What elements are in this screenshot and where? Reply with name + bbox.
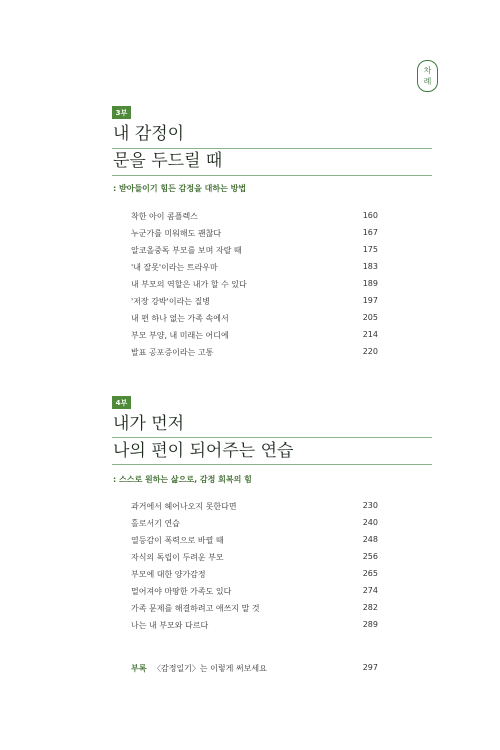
part-3-title-rule-2 <box>112 175 432 176</box>
toc-entry[interactable] <box>131 501 378 517</box>
entry-page: 265 <box>362 569 378 578</box>
part-4-tag: 4부 <box>112 396 131 409</box>
appendix-page: 297 <box>362 663 378 672</box>
toc-badge <box>417 60 438 92</box>
entry-title: '저장 강박'이라는 질병 <box>131 297 211 306</box>
toc-entry[interactable] <box>131 535 378 551</box>
toc-entry[interactable] <box>131 279 378 295</box>
toc-entry[interactable] <box>131 586 378 602</box>
toc-entry[interactable] <box>131 347 378 363</box>
entry-title: 발표 공포증이라는 고통 <box>131 348 214 357</box>
toc-label: 차례 <box>423 66 432 86</box>
toc-entry[interactable] <box>131 245 378 261</box>
toc-entry[interactable] <box>131 228 378 244</box>
appendix-label: 부록 <box>131 664 147 673</box>
entry-title: 열등감이 폭력으로 바뀔 때 <box>131 536 224 545</box>
entry-title: 내 편 하나 없는 가족 속에서 <box>131 314 229 323</box>
part-3-subtitle: : 받아들이기 힘든 감정을 대하는 방법 <box>113 184 247 193</box>
part-4-subtitle: : 스스로 원하는 삶으로, 감정 회복의 힘 <box>113 475 252 484</box>
entry-page: 167 <box>362 228 378 237</box>
toc-entry[interactable] <box>131 262 378 278</box>
entry-page: 220 <box>362 347 378 356</box>
entry-page: 248 <box>362 535 378 544</box>
part-3-title-line1: 내 감정이 <box>113 124 185 144</box>
entry-page: 230 <box>362 501 378 510</box>
toc-entry[interactable] <box>131 313 378 329</box>
entry-page: 240 <box>362 518 378 527</box>
part-3-title-line2: 문을 두드릴 때 <box>113 151 223 171</box>
entry-title: 과거에서 헤어나오지 못한다면 <box>131 502 237 511</box>
part-4-title-rule-2 <box>112 464 432 465</box>
entry-title: 착한 아이 콤플렉스 <box>131 212 198 221</box>
toc-entry[interactable] <box>131 620 378 636</box>
entry-page: 282 <box>362 603 378 612</box>
entry-title: 자식의 독립이 두려운 부모 <box>131 553 224 562</box>
entry-title: 가족 문제를 해결하려고 애쓰지 말 것 <box>131 604 260 613</box>
entry-page: 274 <box>362 586 378 595</box>
entry-page: 289 <box>362 620 378 629</box>
toc-entry[interactable] <box>131 330 378 346</box>
entry-page: 205 <box>362 313 378 322</box>
entry-title: 나는 내 부모와 다르다 <box>131 621 209 630</box>
entry-title: 내 부모의 역할은 내가 할 수 있다 <box>131 280 247 289</box>
entry-page: 197 <box>362 296 378 305</box>
part-4-title-rule-1 <box>112 437 432 438</box>
entry-title: 홀로서기 연습 <box>131 519 180 528</box>
entry-page: 175 <box>362 245 378 254</box>
toc-entry[interactable] <box>131 211 378 227</box>
toc-entry[interactable] <box>131 552 378 568</box>
appendix-title: 〈감정일기〉는 이렇게 써보세요 <box>153 664 267 673</box>
part-3-tag: 3부 <box>112 106 131 119</box>
entry-page: 214 <box>362 330 378 339</box>
entry-page: 183 <box>362 262 378 271</box>
toc-entry[interactable] <box>131 296 378 312</box>
entry-page: 160 <box>362 211 378 220</box>
entry-title: 부모에 대한 양가감정 <box>131 570 206 579</box>
toc-entry[interactable] <box>131 518 378 534</box>
entry-title: 멀어져야 마땅한 가족도 있다 <box>131 587 232 596</box>
appendix-entry[interactable] <box>131 663 378 677</box>
entry-page: 189 <box>362 279 378 288</box>
toc-entry[interactable] <box>131 603 378 619</box>
entry-page: 256 <box>362 552 378 561</box>
part-4-title-line1: 내가 먼저 <box>113 414 185 434</box>
toc-entry[interactable] <box>131 569 378 585</box>
entry-title: 알코올중독 부모를 보며 자랄 때 <box>131 246 242 255</box>
entry-title: 누군가를 미워해도 괜찮다 <box>131 229 222 238</box>
part-3-title-rule-1 <box>112 148 432 149</box>
part-4-title-line2: 나의 편이 되어주는 연습 <box>113 441 294 461</box>
entry-title: '내 잘못'이라는 트라우마 <box>131 263 218 272</box>
entry-title: 부모 부양, 내 미래는 어디에 <box>131 331 229 340</box>
